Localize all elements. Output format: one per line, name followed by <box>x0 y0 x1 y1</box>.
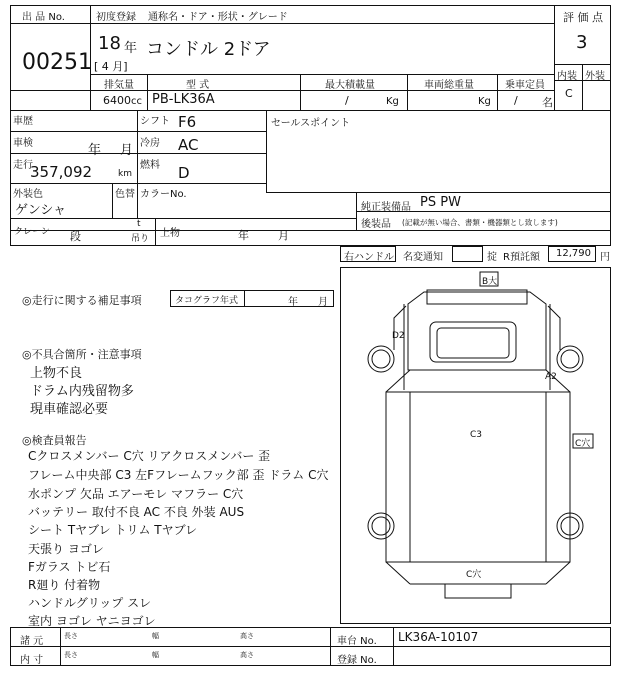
crane-ton-unit: t <box>137 219 141 229</box>
inspector-line: シート Tヤブレ トリム Tヤブレ <box>28 523 198 537</box>
body-month-unit: 月 <box>278 229 289 242</box>
capacity-slash: / <box>514 94 518 107</box>
max-load-unit: Kg <box>386 96 399 107</box>
ext-color-value: ゲンシャ <box>15 203 67 218</box>
inspection-year-unit: 年 <box>88 143 102 158</box>
inspector-line: 室内 ヨゴレ ヤニヨゴレ <box>28 614 156 628</box>
reg-year-unit: 年 <box>124 41 138 56</box>
body-year-unit: 年 <box>238 229 249 242</box>
tacho-month-unit: 月 <box>318 297 328 308</box>
aftermarket-label: 後装品 <box>361 219 391 230</box>
history-label: 車歴 <box>13 116 33 127</box>
car-name: コンドル 2ドア <box>146 39 271 60</box>
defects-title: ◎不具合箇所・注意事項 <box>22 348 142 361</box>
chassis-no-value: LK36A-10107 <box>398 630 479 644</box>
grade-label: 評 価 点 <box>563 11 603 24</box>
model-value: PB-LK36A <box>152 92 215 107</box>
max-load-slash: / <box>345 94 349 107</box>
color-change-label: 色替 <box>115 189 135 200</box>
displacement-label: 排気量 <box>104 80 134 91</box>
cc-unit: cc <box>131 96 142 107</box>
b-damage-label: B大 <box>482 277 498 287</box>
reg-no-label: 登録 No. <box>337 655 377 666</box>
ext-color-label: 外装色 <box>13 189 43 200</box>
c-hole-side-label: C穴 <box>575 439 591 449</box>
inspector-line: Fガラス トビ石 <box>28 560 111 574</box>
name-change-label: 名変通知 <box>403 252 443 263</box>
inspector-line: ハンドルグリップ スレ <box>28 596 152 610</box>
defect-line: ドラム内残留物多 <box>30 384 134 399</box>
gross-weight-unit: Kg <box>478 96 491 107</box>
r-tax-label: R預託額 <box>503 252 540 263</box>
c-hole-rear-label: C穴 <box>466 570 482 580</box>
inner-height-label: 高さ <box>240 651 254 659</box>
ac-value: AC <box>178 136 199 154</box>
tacho-year-unit: 年 <box>288 297 298 308</box>
inspector-line: Cクロスメンバー C穴 リアクロスメンバー 歪 <box>28 449 271 463</box>
mileage-value: 357,092 <box>30 163 93 181</box>
spec-length-label: 長さ <box>64 632 78 640</box>
interior-grade: C <box>565 87 573 100</box>
displacement-value: 6400 <box>103 94 131 107</box>
exterior-grade-label: 外装 <box>585 71 605 82</box>
lien-label: 掟 <box>487 252 497 263</box>
spec-height-label: 高さ <box>240 632 254 640</box>
inspector-line: R廻り 付着物 <box>28 578 101 592</box>
name-label: 通称名・ドア・形状・グレード <box>148 12 288 23</box>
spec-row-label: 諸 元 <box>20 636 44 647</box>
first-reg-label: 初度登録 <box>96 12 136 23</box>
lot-no-label: 出 品 No. <box>22 12 65 23</box>
inspector-line: フレーム中央部 C3 左Fフレームフック部 歪 ドラム C穴 <box>28 468 329 482</box>
a2-damage-label: A2 <box>545 372 557 382</box>
reg-year: 18 <box>98 33 121 54</box>
inspection-label: 車検 <box>13 138 33 149</box>
color-code-label: カラーNo. <box>140 189 187 200</box>
spec-width-label: 幅 <box>152 632 159 640</box>
tacho-label: タコグラフ年式 <box>175 296 239 306</box>
lot-no: 00251 <box>22 50 92 75</box>
chassis-no-label: 車台 No. <box>337 636 377 647</box>
d2-damage-label: D2 <box>392 331 405 341</box>
c3-damage-label: C3 <box>470 430 483 440</box>
crane-lift-label: 吊り <box>131 234 150 244</box>
shift-label: シフト <box>140 116 170 127</box>
model-label: 型 式 <box>186 80 210 91</box>
factory-equipment-label: 純正装備品 <box>361 202 411 213</box>
ac-label: 冷房 <box>140 138 160 149</box>
mileage-unit: km <box>118 169 132 179</box>
fuel-value: D <box>178 164 190 182</box>
fuel-label: 燃料 <box>140 160 160 171</box>
inner-length-label: 長さ <box>64 651 78 659</box>
r-tax-value: 12,790 <box>556 248 591 259</box>
gross-weight-label: 車両総重量 <box>424 80 474 91</box>
capacity-label: 乗車定員 <box>505 80 545 91</box>
aftermarket-note: (記載が無い場合、書類・機器類とし致します) <box>402 218 558 227</box>
mileage-label: 走行 <box>13 160 33 171</box>
capacity-unit: 名 <box>542 96 553 109</box>
inspector-line: 天張り ヨゴレ <box>28 542 104 556</box>
inspector-line: バッテリー 取付不良 AC 不良 外装 AUS <box>28 505 245 519</box>
defect-line: 上物不良 <box>30 366 83 381</box>
max-load-label: 最大積載量 <box>325 80 375 91</box>
r-tax-yen: 円 <box>600 252 610 263</box>
inner-width-label: 幅 <box>152 651 159 659</box>
supplement-title: ◎走行に関する補足事項 <box>22 294 142 307</box>
defect-line: 現車確認必要 <box>30 402 109 417</box>
sales-point-label: セールスポイント <box>271 118 351 129</box>
factory-equipment-value: PS PW <box>420 195 461 210</box>
grade-value: 3 <box>576 32 588 53</box>
inspector-line: 水ポンプ 欠品 エアーモレ マフラー C穴 <box>28 487 244 501</box>
inspection-month-unit: 月 <box>120 143 134 158</box>
shift-value: F6 <box>178 113 197 131</box>
reg-month: [ 4 月] <box>94 60 128 73</box>
crane-label: クレーン <box>14 227 50 237</box>
inspector-title: ◎検査員報告 <box>22 434 87 447</box>
crane-stage-label: 段 <box>70 230 81 243</box>
body-label: 上物 <box>160 228 180 239</box>
interior-row-label: 内 寸 <box>20 655 44 666</box>
interior-grade-label: 内装 <box>557 71 577 82</box>
right-hand-label: 右ハンドル <box>344 252 394 263</box>
